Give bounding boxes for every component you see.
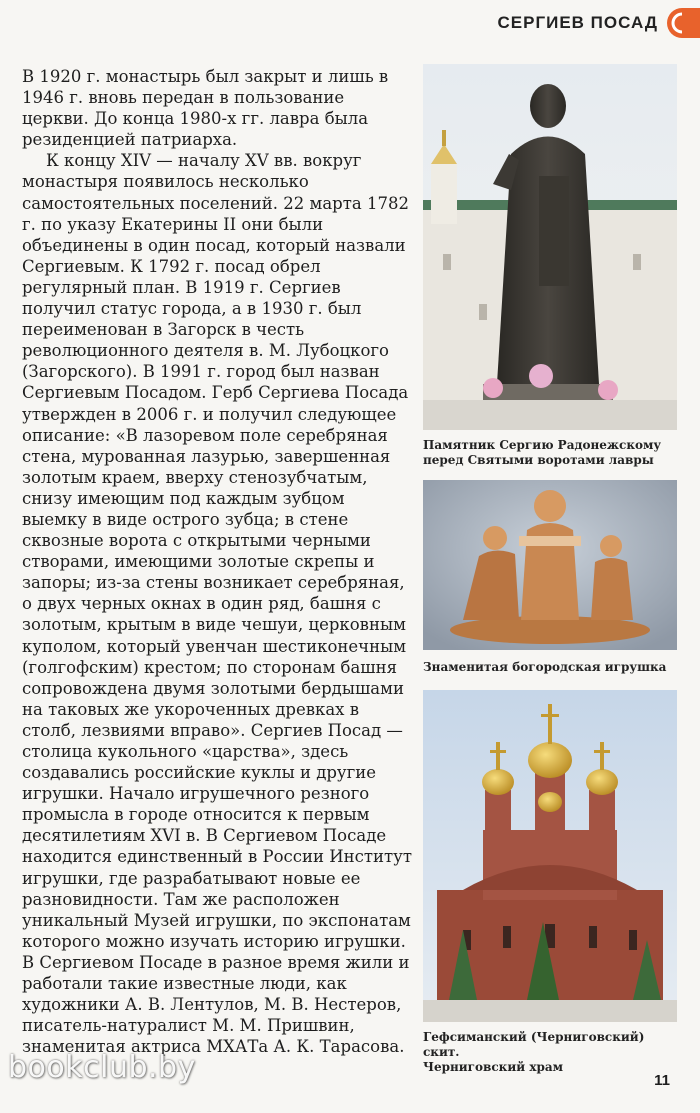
running-header [498,8,666,38]
paragraph: В 1920 г. монастырь был закрыт и лишь в 1946 г. вновь передан в пользование церкви. До конца 1980-х гг. лавра была резиденцией патриарха. [22,67,389,150]
monument-photo [423,64,677,430]
monument-caption: Памятник Сергию Радонежскому перед Святыми воротами лавры [423,438,662,467]
paragraph: К концу XIV — началу XV вв. вокруг монастыря появилось несколько самостоятельных поселений. 22 марта 1782 г. по указу Екатерины II они были объединены в один посад, который назвали Сергиевым. К 1792 г. посад обрел регулярный план. В 1919 г. Сергиев получил статус города, а в 1930 г. был переименован в Загорск в честь революционного деятеля в. М. Лубоцкого (Загорского). В 1991 г. город был назван Сергиевым Посадом. Герб Сергиева Посада утвержден в 2006 г. и получил следующее описание: «В лазоревом поле серебряная стена, мурованная лазурью, завершенная золотым краем, вверху стенозубчатым, снизу имеющим под каждым зубцом выемку в виде острого зубца; в стене сквозные ворота с открытыми черными створами, имеющими золотые скрепы и запоры; из-за стены возникает серебряная, о двух черных окнах в один ряд, башня с золотым, крытым в виде чешуи, церковным куполом, который увенчан шестиконечным (голгофским) крестом; по сторонам башня сопровождена двумя золотыми бердышами на таковых же укороченных древках в столб, лезвиями вправо». Сергиев Посад — столица кукольного «царства», здесь создавались российские куклы и другие игрушки. Начало игрушечного резного промысла в городе относится к первым десятилетиям XVI в. В Сергиевом Посаде находится единственный в России Институт игрушки, где разрабатывают новые ее разновидности. Там же расположен уникальный Музей игрушки, по экспонатам которого можно изучать историю игрушки. В Сергиевом Посаде в разное время жили и работали такие известные люди, как художники А. В. Лентулов, М. В. Нестеров, писатель-натуралист М. М. Пришвин, знаменитая актриса МХАТа А. К. Тарасова. [22,151,412,1057]
church-photo [423,690,677,1022]
article-text [22,66,414,1057]
toy-photo [423,480,677,650]
chapter-title: СЕРГИЕВ ПОСАД [497,13,658,32]
header-accent-icon [664,6,700,40]
page-number: 11 [654,1072,670,1089]
church-caption: Гефсиманский (Черниговский) скит. Черниговский храм [423,1030,645,1074]
watermark: bookclub.by [8,1050,196,1085]
toy-caption: Знаменитая богородская игрушка [423,660,667,674]
